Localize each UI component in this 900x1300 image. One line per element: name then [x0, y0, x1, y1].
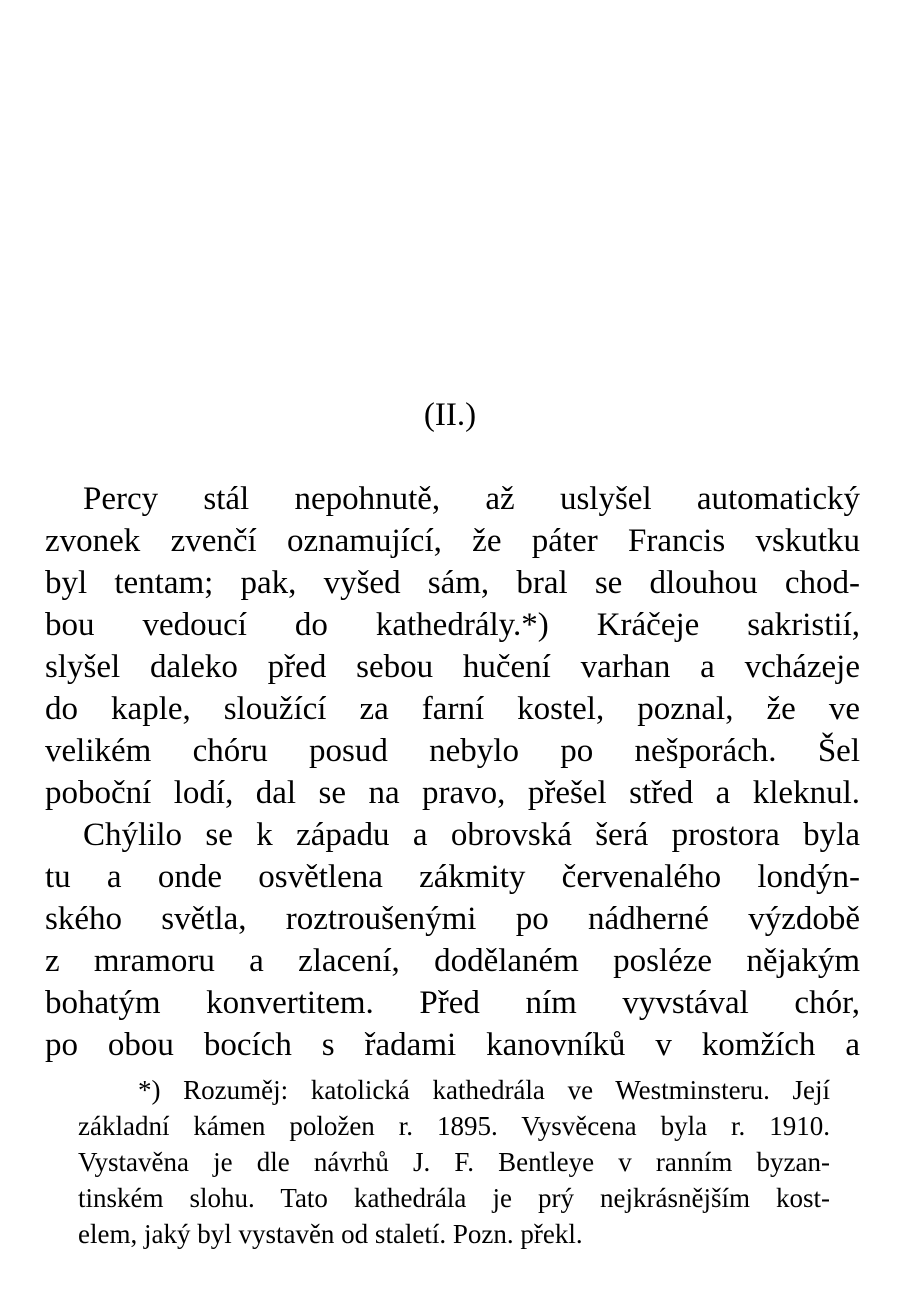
footnote-line: elem, jaký byl vystavěn od staletí. Pozn. překl. [78, 1219, 583, 1249]
text-line: poboční lodí, dal se na pravo, přešel střed a kleknul. [45, 775, 860, 811]
text-line: bou vedoucí do kathedrály.*) Kráčeje sakristií, [45, 607, 860, 643]
text-line: zvonek zvenčí oznamující, že páter Francis vskutku [45, 523, 860, 559]
text-line: byl tentam; pak, vyšed sám, bral se dlouhou chod- [45, 565, 860, 601]
footnote-line: základní kámen položen r. 1895. Vysvěcena byla r. 1910. [78, 1111, 830, 1141]
footnote-line: tinském slohu. Tato kathedrála je prý nejkrásnějším kost- [78, 1183, 830, 1213]
footnote [78, 1072, 830, 1252]
text-line: do kaple, sloužící za farní kostel, poznal, že ve [45, 691, 860, 727]
text-line: Percy stál nepohnutě, až uslyšel automatický [83, 481, 860, 517]
paragraph-1 [45, 478, 860, 814]
text-line: po obou bocích s řadami kanovníků v komžích a [45, 1027, 860, 1063]
chapter-heading: (II.) [423, 397, 477, 433]
footnote-line: *) Rozuměj: katolická kathedrála ve Westminsteru. Její [138, 1075, 830, 1105]
paragraph-2 [45, 814, 860, 1066]
text-line: ského světla, roztroušenými po nádherné výzdobě [45, 901, 860, 937]
text-line: z mramoru a zlacení, dodělaném posléze nějakým [45, 943, 860, 979]
footnote-line: Vystavěna je dle návrhů J. F. Bentleye v ranním byzan- [78, 1147, 830, 1177]
text-line: tu a onde osvětlena zákmity červenalého londýn- [45, 859, 860, 895]
text-line: bohatým konvertitem. Před ním vyvstával chór, [45, 985, 860, 1021]
text-line: velikém chóru posud nebylo po nešporách. Šel [45, 733, 860, 769]
text-line: slyšel daleko před sebou hučení varhan a vcházeje [45, 649, 860, 685]
text-line: Chýlilo se k západu a obrovská šerá prostora byla [83, 817, 860, 853]
main-text [45, 478, 860, 1066]
